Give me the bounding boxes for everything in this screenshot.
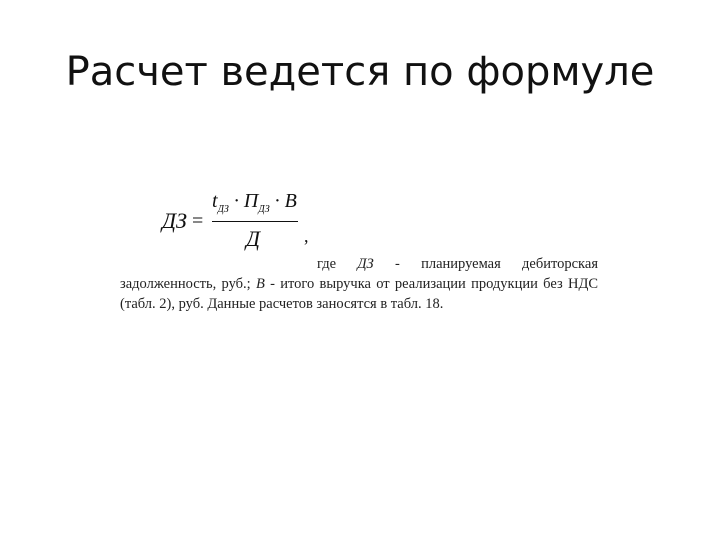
formula-p: П [243,190,259,212]
formula-t-subscript: ДЗ [217,204,229,215]
formula-comma: , [304,226,309,246]
formula-t: t [212,190,218,212]
description-text: где [317,256,358,272]
description-text: - планируемая дебиторская [373,256,598,272]
formula-dot: · [269,190,285,212]
formula-lhs: ДЗ [162,208,187,233]
description-text: задолженность, руб.; [120,276,256,292]
formula-denominator: Д [246,226,260,251]
formula-numerator [212,190,297,215]
description-first-line [120,254,598,274]
b-symbol: В [255,276,265,292]
formula-equals: = [192,210,204,232]
description-text: - итого выручка от реализации продукции без НДС (табл. 2), руб. Данные расчетов заносятся в табл. 18. [120,276,599,312]
formula-b: В [284,190,297,212]
formula-p-subscript: ДЗ [258,204,270,215]
slide-title: Расчет ведется по формуле [65,49,655,95]
fraction-bar [212,221,298,222]
formula-description [120,254,598,314]
formula-dot: · [228,190,244,212]
dz-symbol: ДЗ [357,256,374,272]
